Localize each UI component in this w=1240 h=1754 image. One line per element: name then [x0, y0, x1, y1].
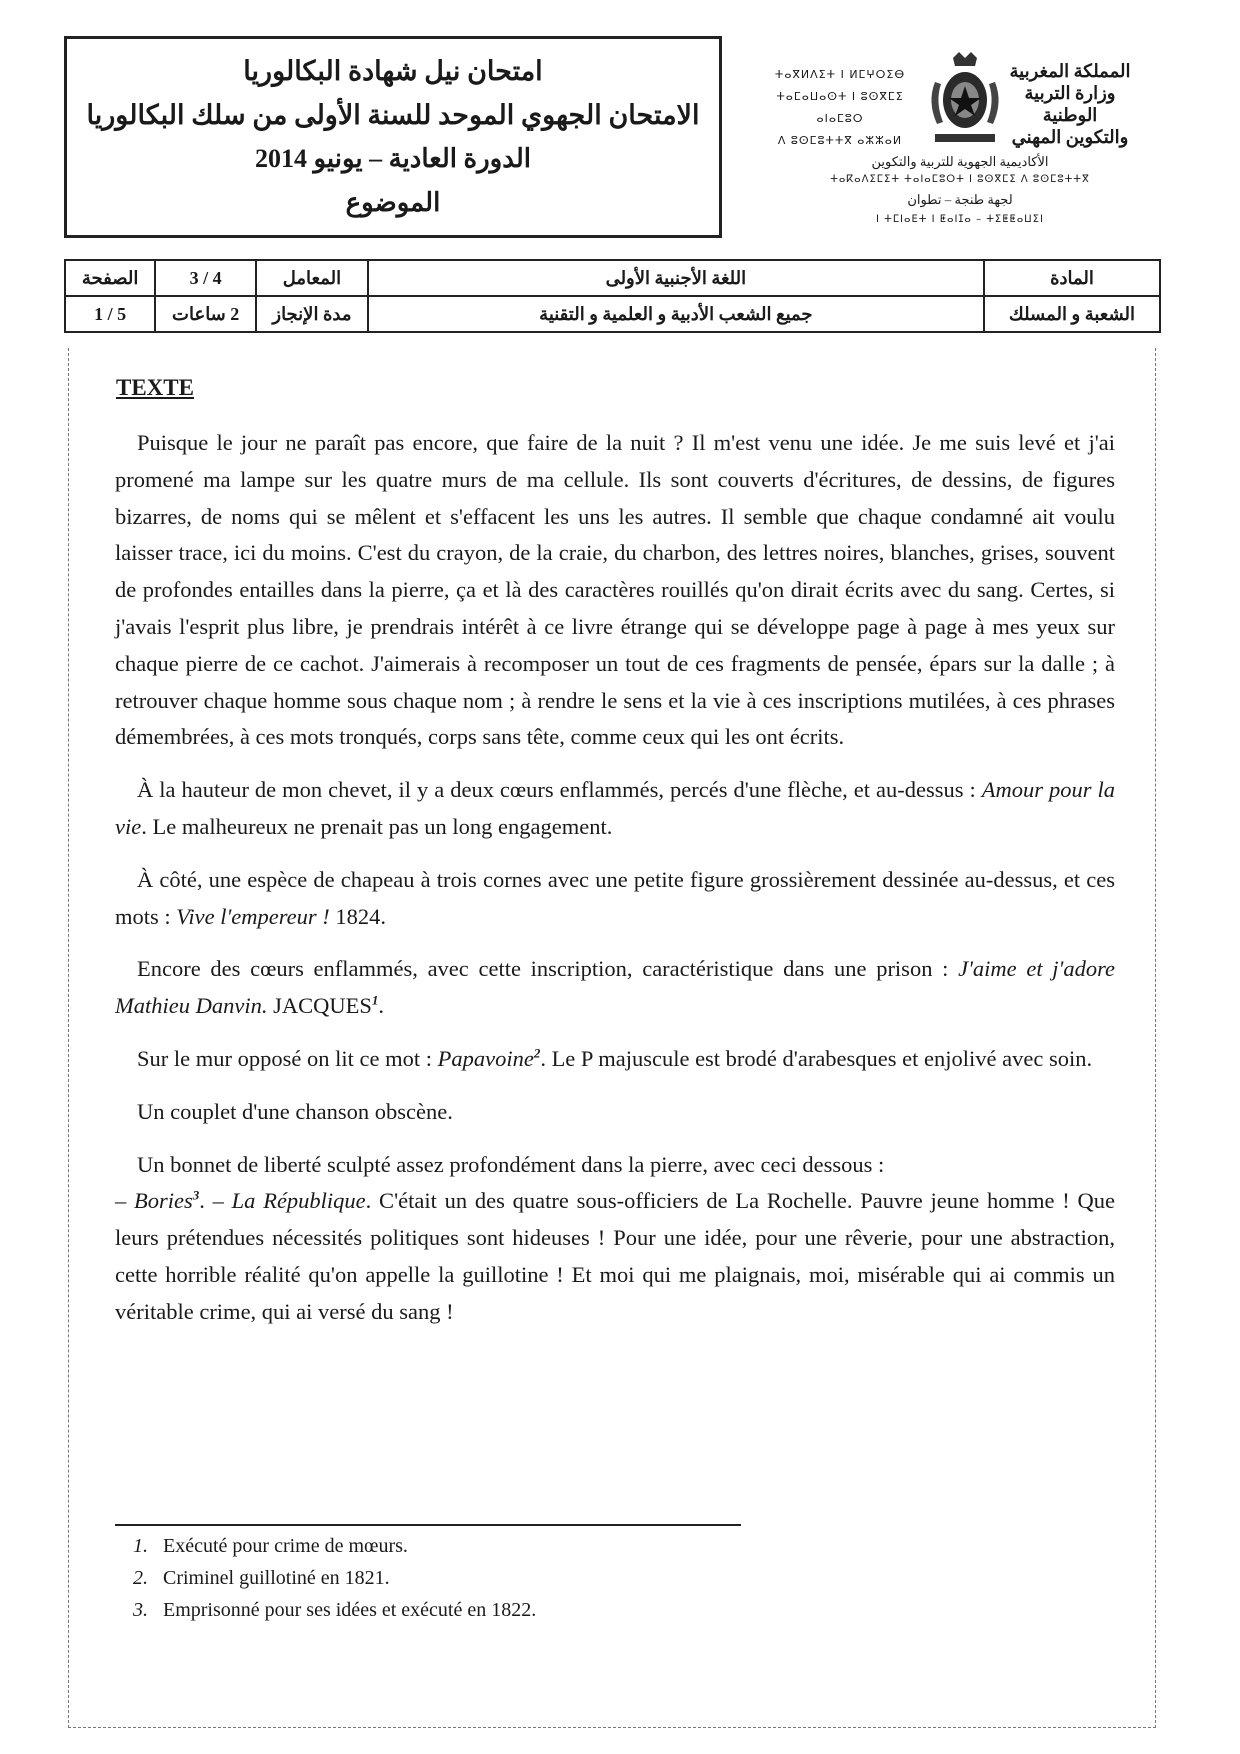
kingdom-ar-line-1: المملكة المغربية: [1009, 61, 1131, 81]
footnote-divider: [115, 1524, 741, 1526]
coef-value: 4 / 3: [155, 260, 256, 296]
p2-text-a: À la hauteur de mon chevet, il y a deux cœurs enflammés, percés d'une flèche, et au-dessus :: [137, 777, 982, 803]
paragraph-7: [115, 1147, 1115, 1331]
branch-label: الشعبة و المسلك: [984, 296, 1160, 332]
footnote-item: [133, 1562, 536, 1594]
footnote-item: [133, 1530, 536, 1562]
footnote-text: Exécuté pour crime de mœurs.: [163, 1535, 408, 1557]
footnote-ref-3: 3: [192, 1187, 200, 1203]
p3-text-a: À côté, une espèce de chapeau à trois cornes avec une petite figure grossièrement dessinée au-dessus, et ces mots :: [115, 866, 1115, 929]
p4-text-c: .: [378, 993, 384, 1019]
ministry-arabic: [995, 60, 1145, 148]
p4-inscription: J'aime et j'adore Mathieu Danvin.: [115, 956, 1115, 1019]
academy-arabic: الأكاديمية الجهوية للتربية والتكوين: [871, 154, 1049, 169]
region-tifinagh: ⵏ ⵜⵎⵏⴰⴹⵜ ⵏ ⵟⴰⵏⵊⴰ – ⵜⵉⵟⵟⴰⵡⵉⵏ: [876, 214, 1044, 225]
text-body: [115, 425, 1115, 1347]
paragraph-1: Puisque le jour ne paraît pas encore, que faire de la nuit ? Il m'est venu une idée. Je me suis levé et j'ai promené ma lampe sur les quatre murs de ma cellule. Ils sont couverts d'écritures, de dessins, de figures bizarres, de noms qui se mêlent et s'effacent les uns les autres. Il semble que chaque condamné ait voulu laisser trace, ici du moins. C'est du crayon, de la craie, du charbon, des lettres noires, blanches, grises, souvent de profondes entailles dans la pierre, ça et là des caractères rouillés qu'on dirait écrits avec du sang. Certes, si j'avais l'esprit plus libre, je prendrais intérêt à ce livre étrange qui se développe page à page à mes yeux sur chaque pierre de ce cachot. J'aimerais à recomposer un tout de ces fragments de pensée, épars sur la dalle ; à retrouver chaque homme sous chaque nom ; à rendre le sens et la vie à ces inscriptions mutilées, à ces phrases démembrées, à ces mots tronqués, corps sans tête, comme ceux qui les ont écrits.: [115, 430, 1115, 750]
p2-text-b: . Le malheureux ne prenait pas un long engagement.: [141, 813, 613, 839]
duration-value: 2 ساعات: [155, 296, 256, 332]
exam-subject-heading: الموضوع: [345, 188, 441, 217]
coef-label: المعامل: [256, 260, 368, 296]
moroccan-emblem-icon: [925, 52, 1005, 152]
footnote-text: Emprisonné pour ses idées et exécuté en 1822.: [163, 1599, 537, 1621]
footnote-number: 3.: [133, 1599, 148, 1621]
p7-inscription-2: La République: [231, 1188, 366, 1214]
p2-inscription: Amour pour la vie: [115, 777, 1115, 839]
region-arabic: لجهة طنجة – تطوان: [907, 192, 1013, 207]
p3-text-b: 1824.: [329, 903, 387, 929]
p7-text-b: . C'était un des quatre sous-officiers de La Rochelle. Pauvre jeune homme ! Que leurs prétendues nécessités politiques sont hideuses ! Pour une idée, pour une rêverie, pour une abstraction, cette horrible réalité qu'on appelle la guillotine ! Et moi qui me plaignais, moi, misérable qui ai commis un véritable crime, qui ai versé du sang !: [115, 1188, 1116, 1324]
exam-info-table: [64, 259, 1161, 333]
exam-title-line-2: الامتحان الجهوي الموحد للسنة الأولى من سلك البكالوريا: [86, 100, 700, 130]
page-label: الصفحة: [65, 260, 155, 296]
p7-separator: . –: [199, 1188, 232, 1214]
footnotes-list: [133, 1530, 536, 1626]
kingdom-tif-line-3: ⴷ ⵓⵙⵎⵓⵜⵜⴳ ⴰⵣⵣⴰⵍ: [777, 134, 903, 147]
footnote-ref-2: 2: [533, 1045, 541, 1061]
p7-text-a: Un bonnet de liberté sculpté assez profondément dans la pierre, avec ceci dessous :: [137, 1151, 885, 1177]
footnote-number: 2.: [133, 1567, 148, 1589]
p5-text-b: . Le P majuscule est brodé d'arabesques et enjolivé avec soin.: [540, 1045, 1093, 1071]
p5-inscription: Papavoine: [437, 1045, 534, 1071]
kingdom-ar-line-2: وزارة التربية الوطنية: [1024, 83, 1116, 125]
exam-title-box: [64, 36, 722, 238]
page-value: 5 / 1: [65, 296, 155, 332]
kingdom-tif-line-1: ⵜⴰⴳⵍⴷⵉⵜ ⵏ ⵍⵎⵖⵔⵉⴱ: [774, 68, 906, 81]
branch-value: جميع الشعب الأدبية و العلمية و التقنية: [368, 296, 984, 332]
paragraph-2: [115, 772, 1115, 846]
ministry-tifinagh: [755, 64, 925, 152]
p3-inscription: Vive l'empereur !: [176, 903, 330, 929]
paragraph-4: [115, 951, 1115, 1025]
p5-text-a: Sur le mur opposé on lit ce mot :: [137, 1045, 438, 1071]
p4-text-a: Encore des cœurs enflammés, avec cette inscription, caractéristique dans une prison :: [137, 956, 959, 982]
paragraph-6: Un couplet d'une chanson obscène.: [137, 1098, 453, 1124]
info-row-branch: [65, 296, 1160, 332]
footnote-number: 1.: [133, 1535, 148, 1557]
kingdom-ar-line-3: والتكوين المهني: [1011, 127, 1129, 147]
p7-dash: –: [115, 1188, 135, 1214]
text-title: TEXTE: [116, 375, 194, 400]
exam-title-line-1: امتحان نيل شهادة البكالوريا: [243, 56, 543, 86]
duration-label: مدة الإنجاز: [256, 296, 368, 332]
ministry-header: [745, 52, 1145, 242]
footnote-text: Criminel guillotiné en 1821.: [163, 1567, 390, 1589]
p7-inscription-1: Bories: [134, 1188, 193, 1214]
exam-session-line: الدورة العادية – يونيو 2014: [254, 144, 532, 173]
footnote-ref-1: 1: [371, 992, 379, 1008]
footnote-item: [133, 1594, 536, 1626]
subject-label: المادة: [984, 260, 1160, 296]
info-row-subject: [65, 260, 1160, 296]
subject-value: اللغة الأجنبية الأولى: [368, 260, 984, 296]
academy-tifinagh: ⵜⴰⴽⴰⴷⵉⵎⵉⵜ ⵜⴰⵏⴰⵎⵓⵔⵜ ⵏ ⵓⵙⴳⵎⵉ ⴷ ⵓⵙⵎⵓⵜⵜⴳ: [830, 174, 1090, 185]
kingdom-tif-line-2: ⵜⴰⵎⴰⵡⴰⵙⵜ ⵏ ⵓⵙⴳⵎⵉ ⴰⵏⴰⵎⵓⵔ: [776, 90, 904, 125]
p4-text-b: JACQUES: [267, 993, 372, 1019]
paragraph-3: [115, 862, 1115, 936]
paragraph-5: [115, 1041, 1115, 1078]
